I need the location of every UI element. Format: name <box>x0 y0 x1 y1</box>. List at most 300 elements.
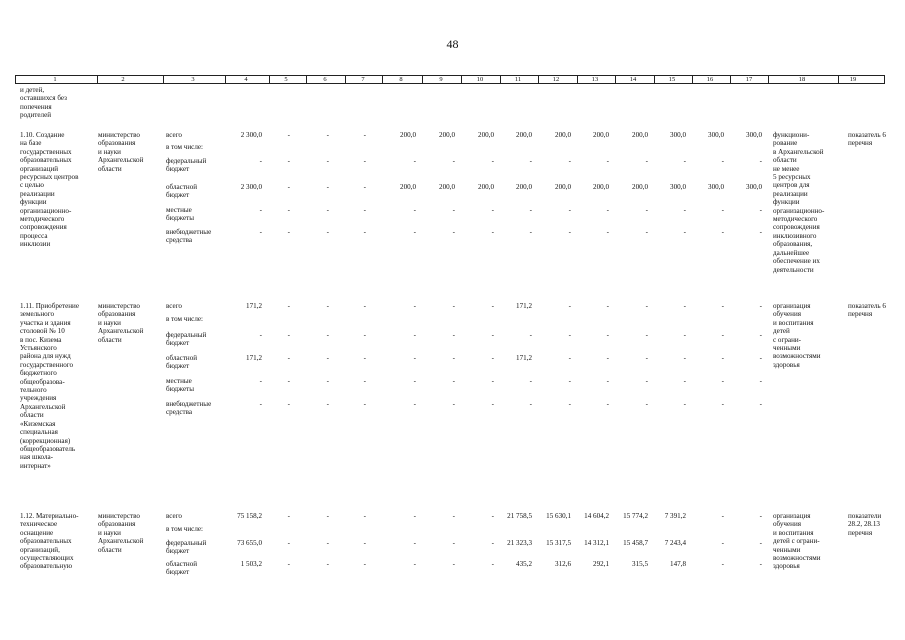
budget-value: - <box>491 377 494 385</box>
result-text-line: и воспитания <box>773 318 814 327</box>
budget-value: 15 774,2 <box>623 512 648 520</box>
budget-value: - <box>363 354 366 362</box>
executor-line: области <box>98 335 122 344</box>
budget-value: - <box>721 206 724 214</box>
budget-value: - <box>413 354 416 362</box>
result-text-line: детей <box>773 327 790 336</box>
budget-value: 300,0 <box>746 183 762 191</box>
result-text-line: центров для <box>773 181 810 190</box>
budget-value: 171,2 <box>246 354 262 362</box>
budget-value: 147,8 <box>670 560 686 568</box>
budget-value: - <box>452 206 455 214</box>
result-text-line: ченными <box>773 344 801 353</box>
funding-source <box>166 354 197 371</box>
result-text-line: дальнейшее <box>773 248 810 257</box>
budget-value: - <box>568 157 571 165</box>
budget-value: - <box>721 157 724 165</box>
funding-source <box>166 228 211 245</box>
budget-value: 14 312,1 <box>584 539 609 547</box>
measure-name-line: техническое <box>20 520 58 529</box>
funding-source <box>166 131 182 139</box>
budget-value: - <box>452 377 455 385</box>
budget-value: - <box>287 354 290 362</box>
result-text-line: организация <box>773 302 811 310</box>
result-text-line: деятельности <box>773 265 814 274</box>
funding-source-line: внебюджетные <box>166 400 212 408</box>
funding-source <box>166 512 182 520</box>
result-text-line: инклюзивного <box>773 231 817 240</box>
budget-value: - <box>363 206 366 214</box>
funding-source <box>166 331 206 348</box>
budget-value: 200,0 <box>439 131 455 139</box>
budget-value: - <box>363 377 366 385</box>
measure-name-line: общеобразователь <box>20 444 76 453</box>
budget-value: - <box>259 157 262 165</box>
budget-value: - <box>452 400 455 408</box>
funding-source-line: местные <box>166 206 192 214</box>
executor-line: министерство <box>98 302 140 310</box>
column-divider <box>345 76 346 83</box>
budget-value: - <box>413 539 416 547</box>
column-header-8: 8 <box>399 76 403 83</box>
result-text-line: не менее <box>773 164 800 173</box>
budget-value: - <box>683 377 686 385</box>
funding-source <box>166 302 182 310</box>
budget-value: 200,0 <box>478 131 494 139</box>
budget-value: - <box>606 157 609 165</box>
budget-value: - <box>645 228 648 236</box>
budget-value: - <box>606 354 609 362</box>
budget-value: 73 655,0 <box>237 539 262 547</box>
budget-value: - <box>606 206 609 214</box>
measure-name-line: бюджетного <box>20 369 57 378</box>
measure-name-line: с целью <box>20 181 44 190</box>
column-divider <box>500 76 501 83</box>
measure-name-line: Устьянского <box>20 344 57 353</box>
budget-value: - <box>363 157 366 165</box>
budget-value: - <box>287 377 290 385</box>
indicator-ref <box>848 302 886 319</box>
budget-value: - <box>452 354 455 362</box>
column-header-19: 19 <box>849 76 857 83</box>
budget-value: - <box>529 206 532 214</box>
budget-value: 21 758,5 <box>507 512 532 520</box>
budget-value: - <box>529 400 532 408</box>
budget-value: - <box>413 206 416 214</box>
measure-name-line: образовательную <box>20 562 73 571</box>
funding-source-line: всего <box>166 131 182 139</box>
budget-value: - <box>683 302 686 310</box>
budget-value: - <box>683 206 686 214</box>
column-divider <box>615 76 616 83</box>
budget-value: 200,0 <box>632 183 648 191</box>
funding-source-line: местные <box>166 377 192 385</box>
executor-line: и науки <box>98 318 121 327</box>
column-divider <box>382 76 383 83</box>
budget-value: - <box>363 512 366 520</box>
column-divider <box>730 76 731 83</box>
budget-value: - <box>363 183 366 191</box>
executor-line: министерство <box>98 131 140 139</box>
measure-name-line: образовательных <box>20 537 72 546</box>
budget-value: - <box>326 331 329 339</box>
column-header-18: 18 <box>798 76 806 83</box>
budget-value: 300,0 <box>670 183 686 191</box>
measure-name-line: общеобразова- <box>20 377 65 386</box>
funding-source <box>166 400 211 417</box>
column-divider <box>225 76 226 83</box>
budget-value: - <box>452 331 455 339</box>
result-text-line: 5 ресурсных <box>773 173 811 182</box>
budget-value: - <box>529 331 532 339</box>
budget-value: - <box>287 539 290 547</box>
budget-value: - <box>452 560 455 568</box>
budget-value: 15 630,1 <box>546 512 571 520</box>
result-text-line: функции <box>773 198 800 207</box>
column-header-17: 17 <box>745 76 753 83</box>
budget-value: 435,2 <box>516 560 532 568</box>
measure-name-line: учреждения <box>20 394 57 403</box>
budget-value: - <box>363 400 366 408</box>
measure-name-line: ресурсных центров <box>20 173 79 182</box>
budget-value: 171,2 <box>246 302 262 310</box>
in-that-number-label: в том числе: <box>166 143 203 151</box>
funding-source-line: областной <box>166 560 198 568</box>
indicator-ref-line: показатели <box>848 512 882 520</box>
measure-name-line: ная школа- <box>20 453 54 462</box>
column-header-13: 13 <box>591 76 599 83</box>
indicator-ref <box>848 131 886 148</box>
budget-value: 315,5 <box>632 560 648 568</box>
executor-line: образования <box>98 139 136 148</box>
budget-value: - <box>287 560 290 568</box>
budget-value: - <box>721 354 724 362</box>
budget-value: - <box>606 331 609 339</box>
budget-value: 200,0 <box>593 183 609 191</box>
measure-name-line: «Киземская <box>20 419 56 428</box>
measure-name-line: процесса <box>20 231 48 240</box>
budget-value: - <box>568 400 571 408</box>
budget-value: 7 243,4 <box>664 539 686 547</box>
funding-source <box>166 377 194 394</box>
funding-source-line: бюджет <box>166 339 190 348</box>
measure-name-line: инклюзии <box>20 240 51 249</box>
budget-value: - <box>287 157 290 165</box>
measure-name-line: интернат» <box>20 461 51 470</box>
executor-line: и науки <box>98 528 121 537</box>
column-header-2: 2 <box>121 76 125 83</box>
result-text-line: обеспечение их <box>773 257 820 266</box>
budget-value: 15 317,5 <box>546 539 571 547</box>
measure-name-line: организационно- <box>20 206 72 215</box>
result-text-line: возможностями <box>773 352 821 361</box>
budget-value: - <box>287 131 290 139</box>
measure-name-line: района для нужд <box>20 352 71 361</box>
budget-value: - <box>287 183 290 191</box>
budget-value: - <box>721 228 724 236</box>
measure-name-line: в пос. Кизема <box>20 335 62 344</box>
budget-value: - <box>326 183 329 191</box>
indicator-ref-line: 28.2, 28.13 <box>848 520 880 529</box>
budget-value: - <box>363 302 366 310</box>
budget-value: 300,0 <box>670 131 686 139</box>
budget-value: - <box>645 354 648 362</box>
funding-source-line: федеральный <box>166 539 207 547</box>
budget-value: - <box>326 560 329 568</box>
column-header-3: 3 <box>191 76 195 83</box>
budget-value: - <box>759 539 762 547</box>
result-text-line: детей с ограни- <box>773 537 820 546</box>
funding-source <box>166 157 206 174</box>
column-divider <box>163 76 164 83</box>
funding-source <box>166 206 194 223</box>
budget-value: - <box>491 400 494 408</box>
column-divider <box>269 76 270 83</box>
budget-value: - <box>759 206 762 214</box>
column-divider <box>768 76 769 83</box>
funding-source-line: бюджеты <box>166 385 194 394</box>
measure-name-line: области <box>20 411 44 420</box>
budget-value: - <box>721 302 724 310</box>
measure-name-line: государственных <box>20 147 72 156</box>
result-text-line: образования, <box>773 240 813 249</box>
executor <box>98 131 143 173</box>
in-that-number-label: в том числе: <box>166 525 203 533</box>
budget-value: - <box>568 228 571 236</box>
budget-value: - <box>759 377 762 385</box>
indicator-ref-line: показатель 6 <box>848 302 886 310</box>
budget-value: - <box>326 131 329 139</box>
budget-value: - <box>606 377 609 385</box>
budget-value: - <box>326 512 329 520</box>
executor-line: области <box>98 164 122 173</box>
column-divider <box>654 76 655 83</box>
column-header-5: 5 <box>284 76 288 83</box>
budget-value: 171,2 <box>516 302 532 310</box>
budget-value: - <box>721 377 724 385</box>
budget-value: - <box>326 377 329 385</box>
budget-value: - <box>645 157 648 165</box>
budget-value: - <box>413 302 416 310</box>
indicator-ref-line: перечня <box>848 528 873 537</box>
budget-value: - <box>606 228 609 236</box>
funding-source-line: внебюджетные <box>166 228 212 236</box>
budget-value: - <box>363 228 366 236</box>
result-text-line: сопровождения <box>773 223 820 232</box>
budget-value: - <box>491 539 494 547</box>
measure-name <box>20 512 79 571</box>
budget-value: - <box>326 539 329 547</box>
budget-value: - <box>287 331 290 339</box>
budget-value: - <box>413 377 416 385</box>
budget-value: - <box>259 331 262 339</box>
measure-name-line: функции <box>20 198 47 207</box>
budget-value: - <box>491 354 494 362</box>
funding-source <box>166 560 197 577</box>
budget-value: 200,0 <box>400 183 416 191</box>
budget-value: 15 458,7 <box>623 539 648 547</box>
budget-value: 200,0 <box>439 183 455 191</box>
funding-source-line: всего <box>166 512 182 520</box>
result-text-line: возможностями <box>773 554 821 563</box>
indicator-ref-line: показатель 6 <box>848 131 886 139</box>
budget-value: - <box>721 560 724 568</box>
budget-value: - <box>452 539 455 547</box>
measure-name-line: сопровождения <box>20 223 67 232</box>
budget-value: - <box>452 512 455 520</box>
budget-value: - <box>721 539 724 547</box>
funding-source-line: бюджет <box>166 547 190 556</box>
funding-source <box>166 183 197 200</box>
measure-name-line: организаций <box>20 164 59 173</box>
result-text-line: обучения <box>773 310 802 319</box>
budget-value: - <box>683 400 686 408</box>
budget-value: - <box>326 354 329 362</box>
funding-source-line: федеральный <box>166 331 207 339</box>
budget-value: - <box>721 512 724 520</box>
budget-value: - <box>568 377 571 385</box>
measure-name-line: участка и здания <box>20 318 71 327</box>
continued-measure-name <box>20 86 67 120</box>
budget-value: - <box>529 377 532 385</box>
budget-value: 300,0 <box>746 131 762 139</box>
budget-value: - <box>259 400 262 408</box>
column-header-1: 1 <box>53 76 57 83</box>
budget-value: - <box>491 331 494 339</box>
measure-name-line: земельного <box>20 310 54 319</box>
measure-name-line: 1.10. Создание <box>20 131 65 139</box>
executor-line: Архангельской <box>98 156 144 165</box>
executor-line: образования <box>98 520 136 529</box>
column-header-16: 16 <box>706 76 714 83</box>
funding-source-line: всего <box>166 302 182 310</box>
budget-value: 312,6 <box>555 560 571 568</box>
budget-value: - <box>413 228 416 236</box>
budget-value: - <box>759 228 762 236</box>
budget-value: - <box>645 331 648 339</box>
budget-value: - <box>529 228 532 236</box>
result-text-line: обучения <box>773 520 802 529</box>
budget-value: - <box>491 157 494 165</box>
result-text-line: организация <box>773 512 811 520</box>
budget-value: - <box>606 400 609 408</box>
budget-value: - <box>326 228 329 236</box>
result-text-line: здоровья <box>773 562 800 571</box>
budget-value: 200,0 <box>400 131 416 139</box>
budget-value: - <box>363 560 366 568</box>
budget-value: - <box>683 228 686 236</box>
budget-value: - <box>452 228 455 236</box>
budget-value: - <box>759 157 762 165</box>
executor-line: Архангельской <box>98 327 144 336</box>
measure-name-line: на базе <box>20 139 42 148</box>
column-header-12: 12 <box>552 76 560 83</box>
budget-value: 200,0 <box>478 183 494 191</box>
continued-measure-name-line: родителей <box>20 111 52 120</box>
result-text <box>773 302 821 369</box>
funding-source-line: федеральный <box>166 157 207 165</box>
budget-value: - <box>326 157 329 165</box>
budget-value: - <box>568 354 571 362</box>
indicator-ref-line: перечня <box>848 310 873 319</box>
budget-value: - <box>363 539 366 547</box>
budget-value: 200,0 <box>516 131 532 139</box>
budget-value: - <box>491 206 494 214</box>
budget-value: 292,1 <box>593 560 609 568</box>
column-header-7: 7 <box>361 76 365 83</box>
budget-value: - <box>759 400 762 408</box>
continued-measure-name-line: оставшихся без <box>20 94 67 103</box>
column-divider <box>306 76 307 83</box>
indicator-ref-line: перечня <box>848 139 873 148</box>
budget-value: - <box>759 512 762 520</box>
budget-value: - <box>413 512 416 520</box>
budget-value: - <box>452 302 455 310</box>
result-text-line: организационно- <box>773 206 825 215</box>
measure-name-line: Архангельской <box>20 402 66 411</box>
column-divider <box>692 76 693 83</box>
measure-name-line: образовательных <box>20 156 72 165</box>
budget-value: 171,2 <box>516 354 532 362</box>
budget-value: 200,0 <box>555 183 571 191</box>
budget-value: - <box>326 206 329 214</box>
funding-source-line: бюджет <box>166 191 190 200</box>
budget-value: - <box>645 400 648 408</box>
page-number: 48 <box>446 37 459 51</box>
measure-name-line: оснащение <box>20 528 54 537</box>
measure-name-line: методического <box>20 215 65 224</box>
budget-value: - <box>759 331 762 339</box>
column-header-11: 11 <box>514 76 522 83</box>
column-divider <box>422 76 423 83</box>
budget-value: - <box>721 331 724 339</box>
result-text-line: ченными <box>773 545 801 554</box>
funding-source-line: бюджет <box>166 165 190 174</box>
continued-measure-name-line: попечения <box>20 102 52 111</box>
budget-value: - <box>491 560 494 568</box>
measure-name-line: специальная <box>20 428 58 437</box>
column-divider <box>577 76 578 83</box>
budget-value: - <box>326 302 329 310</box>
budget-value: - <box>287 302 290 310</box>
budget-value: - <box>259 228 262 236</box>
budget-value: - <box>683 157 686 165</box>
budget-value: - <box>413 331 416 339</box>
budget-value: 7 391,2 <box>664 512 686 520</box>
column-header-4: 4 <box>244 76 248 83</box>
column-divider <box>538 76 539 83</box>
budget-value: - <box>363 131 366 139</box>
budget-value: - <box>287 206 290 214</box>
funding-source-line: бюджеты <box>166 214 194 223</box>
budget-value: 200,0 <box>555 131 571 139</box>
budget-value: - <box>683 331 686 339</box>
budget-value: 2 300,0 <box>240 131 262 139</box>
executor <box>98 512 143 554</box>
budget-value: - <box>413 157 416 165</box>
budget-value: - <box>287 228 290 236</box>
budget-value: - <box>568 302 571 310</box>
budget-value: 2 300,0 <box>240 183 262 191</box>
funding-source <box>166 539 206 556</box>
executor-line: и науки <box>98 147 121 156</box>
column-header-10: 10 <box>476 76 484 83</box>
budget-value: - <box>259 206 262 214</box>
result-text-line: функциони- <box>773 131 810 139</box>
budget-value: 200,0 <box>516 183 532 191</box>
executor-line: Архангельской <box>98 537 144 546</box>
column-header-14: 14 <box>629 76 637 83</box>
